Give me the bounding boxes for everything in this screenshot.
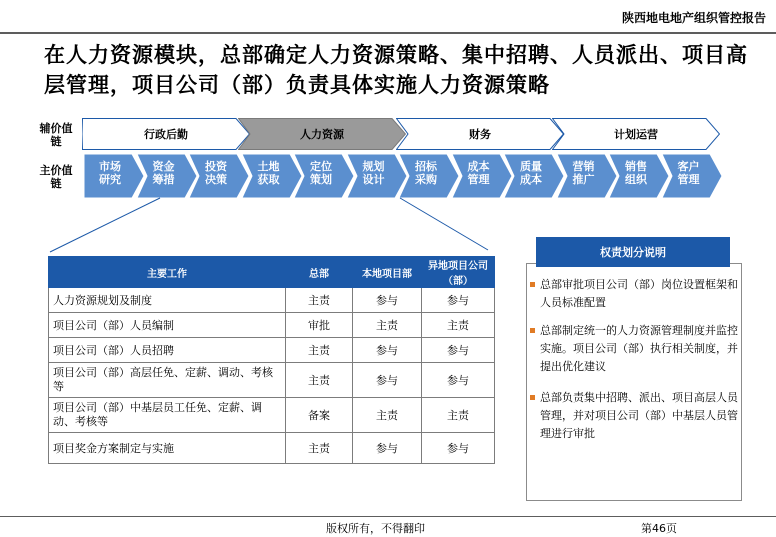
cell-remote: 参与 — [422, 288, 495, 313]
header-hq: 总部 — [286, 257, 353, 288]
primary-chevron-label: 销售组织 — [625, 160, 647, 186]
primary-chevron-label: 市场研究 — [99, 160, 121, 186]
support-chevron-label: 行政后勤 — [144, 128, 188, 141]
support-chevron — [238, 118, 406, 150]
cell-hq: 备案 — [286, 398, 353, 433]
support-chevron — [82, 118, 250, 150]
cell-remote: 主责 — [422, 313, 495, 338]
cell-task: 项目公司（部）人员编制 — [49, 313, 286, 338]
cell-remote: 参与 — [422, 338, 495, 363]
primary-chain-label: 主价值链 — [39, 164, 73, 190]
table-row — [49, 338, 495, 363]
cell-task: 项目公司（部）高层任免、定薪、调动、考核等 — [49, 363, 286, 398]
cell-remote: 主责 — [422, 398, 495, 433]
bullet-marker — [530, 282, 535, 287]
cell-remote: 参与 — [422, 433, 495, 464]
primary-chevron-label: 质量成本 — [520, 160, 542, 186]
support-chevron-label: 计划运营 — [614, 128, 658, 141]
primary-chevron-label: 定位策划 — [310, 160, 332, 186]
panel-title: 权责划分说明 — [536, 237, 730, 267]
cell-hq: 审批 — [286, 313, 353, 338]
primary-chevron-label: 投资决策 — [205, 160, 227, 186]
cell-task: 项目公司（部）中基层员工任免、定薪、调动、考核等 — [49, 398, 286, 433]
table-row — [49, 288, 495, 313]
cell-local: 主责 — [353, 398, 422, 433]
cell-local: 参与 — [353, 288, 422, 313]
bullet-text: 总部制定统一的人力资源管理制度并监控实施。项目公司（部）执行相关制度，并提出优化建议 — [540, 324, 738, 373]
page-number: 第46页 — [641, 522, 677, 535]
page-headline: 在人力资源模块，总部确定人力资源策略、集中招聘、人员派出、项目高层管理，项目公司（部）负责具体实施人力资源策略 — [44, 42, 748, 97]
panel-bullet — [530, 276, 740, 312]
cell-local: 参与 — [353, 338, 422, 363]
panel-bullet — [530, 322, 740, 376]
footer-divider — [0, 516, 776, 517]
support-chain-label: 辅价值链 — [39, 122, 73, 148]
bullet-marker — [530, 395, 535, 400]
table-row — [49, 433, 495, 464]
support-chevron-label: 人力资源 — [300, 128, 344, 141]
table-row — [49, 363, 495, 398]
support-chevron — [552, 118, 720, 150]
cell-hq: 主责 — [286, 338, 353, 363]
cell-task: 项目奖金方案制定与实施 — [49, 433, 286, 464]
header-main-work: 主要工作 — [49, 257, 286, 288]
cell-hq: 主责 — [286, 288, 353, 313]
copyright-notice: 版权所有，不得翻印 — [326, 522, 425, 535]
primary-chevron-label: 营销推广 — [572, 160, 595, 186]
panel-bullet — [530, 389, 740, 443]
table-row — [49, 398, 495, 433]
bullet-text: 总部负责集中招聘、派出、项目高层人员管理，并对项目公司（部）中基层人员管理进行审批 — [540, 391, 738, 440]
primary-chevron-label: 规划设计 — [362, 160, 385, 186]
cell-local: 主责 — [353, 313, 422, 338]
cell-task: 人力资源规划及制度 — [49, 288, 286, 313]
support-chevron-label: 财务 — [469, 128, 491, 141]
table-row — [49, 313, 495, 338]
cell-local: 参与 — [353, 433, 422, 464]
primary-chevron-label: 土地获取 — [257, 160, 280, 186]
header-local-project: 本地项目部 — [353, 257, 422, 288]
header-remote-project: 异地项目公司（部） — [422, 257, 495, 288]
cell-hq: 主责 — [286, 433, 353, 464]
bullet-marker — [530, 328, 535, 333]
report-title: 陕西地电地产组织管控报告 — [621, 11, 766, 25]
cell-hq: 主责 — [286, 363, 353, 398]
primary-chevron-label: 招标采购 — [415, 160, 437, 186]
cell-remote: 参与 — [422, 363, 495, 398]
responsibility-table — [48, 256, 495, 464]
primary-chevron-label: 客户管理 — [677, 160, 700, 186]
primary-chevron-label: 资金筹措 — [152, 160, 175, 186]
support-chevron — [396, 118, 564, 150]
primary-chevron-label: 成本管理 — [467, 160, 490, 186]
cell-task: 项目公司（部）人员招聘 — [49, 338, 286, 363]
bullet-text: 总部审批项目公司（部）岗位设置框架和人员标准配置 — [540, 278, 738, 309]
cell-local: 参与 — [353, 363, 422, 398]
table-header-row — [49, 257, 495, 288]
